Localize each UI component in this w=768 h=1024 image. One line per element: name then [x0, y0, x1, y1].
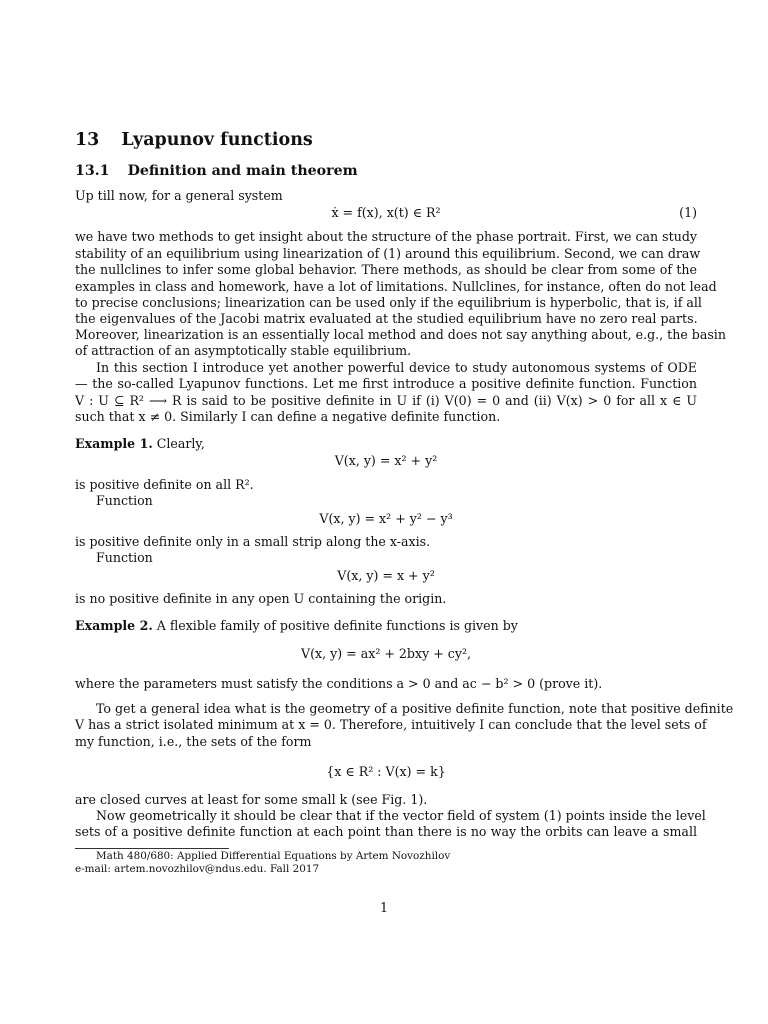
text-line: the eigenvalues of the Jacobi matrix evaluated at the studied equilibrium have no zero real parts. [75, 311, 698, 326]
equation-v-a: V(x, y) = x² + y² [334, 453, 438, 468]
text-line: my function, i.e., the sets of the form [75, 734, 312, 749]
function-label: Function [96, 550, 153, 565]
text-line: — the so-called Lyapunov functions. Let me first introduce a positive definite function. Function [75, 376, 697, 391]
equation-v-b: V(x, y) = x² + y² − y³ [319, 511, 453, 526]
subsection-heading: 13.1 Definition and main theorem [75, 163, 358, 179]
example-1-text-b: is positive definite only in a small strip along the x-axis. [75, 534, 431, 549]
equation-v-c: V(x, y) = x + y² [337, 568, 435, 583]
text-line: we have two methods to get insight about the structure of the phase portrait. First, we can study [75, 229, 697, 244]
equation-v-quadratic: V(x, y) = ax² + 2bxy + cy², [301, 646, 471, 661]
text-line: Moreover, linearization is an essentially local method and does not say anything about, e.g., the basin [75, 327, 726, 342]
paragraph-4: are closed curves at least for some small k (see Fig. 1). [75, 792, 428, 807]
text-line: to precise conclusions; linearization can be used only if the equilibrium is hyperbolic, that is, if all [75, 295, 702, 310]
section-heading: 13 Lyapunov functions [75, 130, 313, 150]
example-1-intro: Clearly, [156, 436, 205, 451]
text-line: In this section I introduce yet another powerful device to study autonomous systems of ODE [96, 360, 697, 375]
example-1-text-c: is no positive definite in any open U containing the origin. [75, 591, 447, 606]
equation-1-number: (1) [679, 205, 697, 220]
text-line: such that x ≠ 0. Similarly I can define a negative definite function. [75, 409, 501, 424]
text-line: V : U ⊆ R² ⟶ R is said to be positive definite in U if (i) V(0) = 0 and (ii) V(x) > 0 for all x ∈ U [75, 393, 697, 408]
example-2-label: Example 2. [75, 618, 153, 633]
equation-1: ẋ = f(x), x(t) ∈ R² [331, 205, 441, 220]
text-line: V has a strict isolated minimum at x = 0. Therefore, intuitively I can conclude that the level sets of [75, 717, 707, 732]
example-1-label: Example 1. [75, 436, 153, 451]
footnote-line: e-mail: artem.novozhilov@ndus.edu. Fall 2017 [75, 863, 320, 875]
footnote-line: Math 480/680: Applied Differential Equations by Artem Novozhilov [96, 850, 451, 862]
intro-line: Up till now, for a general system [75, 188, 283, 203]
text-line: stability of an equilibrium using linearization of (1) around this equilibrium. Second, we can draw [75, 246, 701, 261]
footnote-rule [75, 848, 229, 849]
text-line: sets of a positive definite function at each point than there is no way the orbits can leave a small [75, 824, 697, 839]
page-number: 1 [379, 900, 388, 915]
function-label: Function [96, 493, 153, 508]
text-line: the nullclines to infer some global behavior. There methods, as should be clear from some of the [75, 262, 697, 277]
example-2-intro: A flexible family of positive definite functions is given by [156, 618, 518, 633]
text-line: of attraction of an asymptotically stable equilibrium. [75, 343, 412, 358]
text-line: Now geometrically it should be clear that if the vector field of system (1) points inside the level [96, 808, 706, 823]
text-line: examples in class and homework, have a lot of limitations. Nullclines, for instance, often do not lead [75, 279, 717, 294]
example-2-text: where the parameters must satisfy the conditions a > 0 and ac − b² > 0 (prove it). [75, 676, 603, 691]
example-1-text-a: is positive definite on all R². [75, 477, 254, 492]
equation-level-set: {x ∈ R² : V(x) = k} [326, 764, 446, 779]
text-line: To get a general idea what is the geometry of a positive definite function, note that positive definite [96, 701, 734, 716]
